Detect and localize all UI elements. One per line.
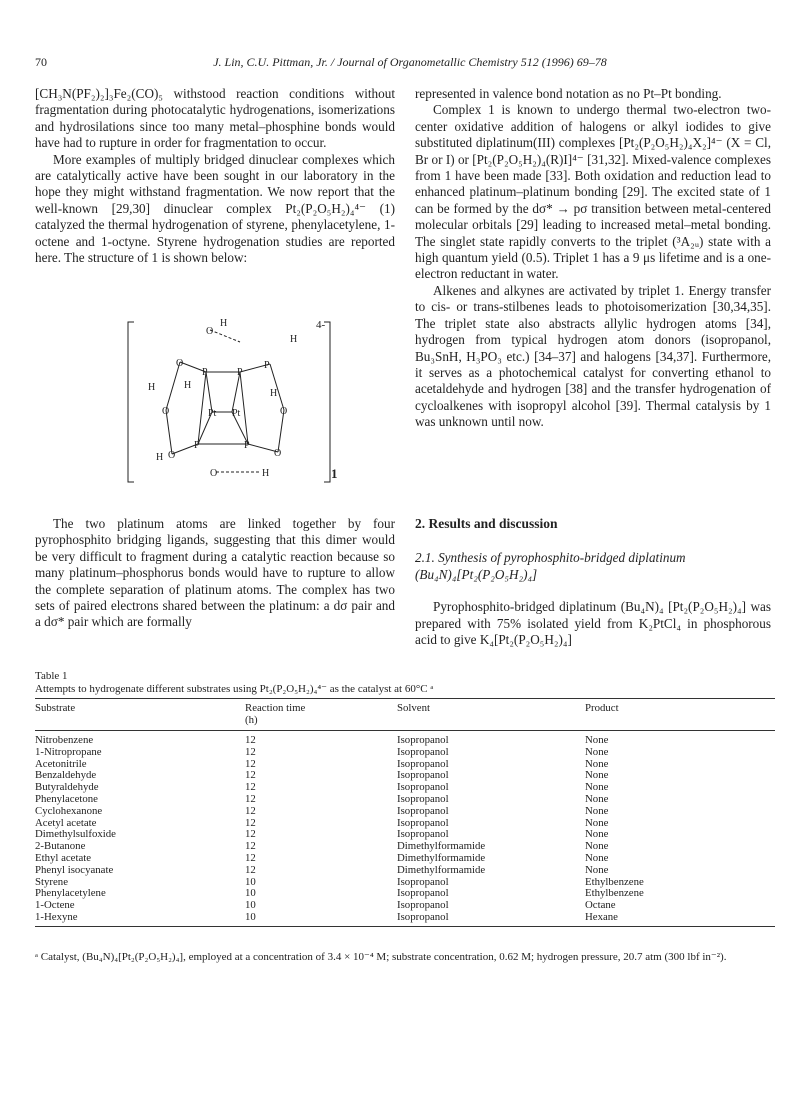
table-cell: Isopropanol <box>397 745 449 758</box>
table-cell: 12 <box>245 863 256 876</box>
p-atom: P <box>237 367 243 378</box>
table-cell: Acetonitrile <box>35 757 87 770</box>
right-bracket <box>324 322 330 482</box>
pt-atom: Pt <box>208 408 217 419</box>
table-cell: Ethylbenzene <box>585 875 644 888</box>
table-cell: Ethylbenzene <box>585 887 644 900</box>
table-row <box>35 865 775 877</box>
table-row <box>35 853 775 865</box>
o-atom: O <box>210 468 218 479</box>
bond <box>198 372 206 444</box>
table-cell: 12 <box>245 745 256 758</box>
bond <box>270 364 284 410</box>
column-header: Reaction time (h) <box>245 702 397 726</box>
table-cell: Isopropanol <box>397 734 449 746</box>
bond <box>232 372 240 412</box>
table-cell: None <box>585 816 609 829</box>
table-cell: None <box>585 851 609 864</box>
table-cell: None <box>585 828 609 841</box>
page-number: 70 <box>35 55 47 69</box>
table-cell: None <box>585 840 609 853</box>
table-cell: Isopropanol <box>397 757 449 770</box>
table-cell: 12 <box>245 757 256 770</box>
table-cell: 12 <box>245 828 256 841</box>
running-head: J. Lin, C.U. Pittman, Jr. / Journal of Organometallic Chemistry 512 (1996) 69–78 <box>213 55 607 69</box>
table-cell: Ethyl acetate <box>35 851 92 864</box>
table-body <box>35 731 775 926</box>
charge-label: 4- <box>316 319 326 331</box>
left-column-bottom <box>35 516 395 631</box>
h-atom: H <box>220 318 228 329</box>
paragraph: The two platinum atoms are linked together by four pyrophosphito bridging ligands, suggesting that this dimer would be very difficult to fragment during a catalytic reaction because so many platinum–phosphorus bonds would have to rupture to allow the complete separation of platinum atoms. The complex has two sets of paired electrons shared between the platinum: a dσ pair and a dσ* pair which are formally <box>35 516 395 630</box>
table-cell: None <box>585 769 609 782</box>
table-cell: Isopropanol <box>397 792 449 805</box>
p-atom: P <box>194 440 200 451</box>
table-title: Attempts to hydrogenate different substrates using Pt₂(P₂O₅H₂)₄⁴⁻ as the catalyst at 60°C ᵃ <box>35 683 434 695</box>
o-atom: O <box>280 406 288 417</box>
p-atom: P <box>202 367 208 378</box>
table-cell: Isopropanol <box>397 816 449 829</box>
table-cell: Butyraldehyde <box>35 781 99 794</box>
right-column-bottom <box>415 516 771 648</box>
o-atom: O <box>176 358 184 369</box>
table-cell: Phenylacetylene <box>35 887 106 900</box>
table-cell: Hexane <box>585 910 618 923</box>
paragraph: Complex 1 is known to undergo thermal two-electron two-center oxidative addition of halogens or alkyl iodides to give substituted diplatinum(III) complexes [Pt₂(P₂O₅H₂)₄X₂]⁴⁻ (X = Cl, Br or I) or [Pt₂(P₂O₅H₂)₄(R)I]⁴⁻ [31,32]. Mixed-valence complexes from 1 have been made [33]. Both oxidation and reduction lead to enhanced platinum–platinum bonding [29]. The excited state of 1 can be formed by the dσ* → pσ transition between metal-centered molecular orbitals [29] leading to increased metal–metal bonding. The singlet state rapidly converts to the triplet (³A₂ᵤ) state with a high quantum yield (0.5). Triplet 1 has a 9 μs lifetime and is a one-electron reductant in water. <box>415 102 771 282</box>
table-cell: Isopropanol <box>397 828 449 841</box>
table-cell: 10 <box>245 899 256 912</box>
paragraph: Alkenes and alkynes are activated by triplet 1. Energy transfer to cis- or trans-stilbenes leads to photoisomerization [30,34,35]. The triplet state also abstracts allylic hydrogen atoms [34], hydrogen from typical hydrogen atom donors (isopropanol, Bu₃SnH, H₃PO₃ etc.) [34–37] and halogens [34,37]. Furthermore, it serves as a photochemical catalyst for converting ethanol to acetaldehyde and hydrogen [38] and the transfer hydrogenation of cycloalkenes with isopropyl alcohol [39]. Thermal catalysis by 1 was unknown until now. <box>415 282 771 430</box>
table-cell: Dimethylsulfoxide <box>35 828 116 841</box>
table-cell: 12 <box>245 840 256 853</box>
left-bracket <box>128 322 134 482</box>
table-cell: Isopropanol <box>397 910 449 923</box>
pyrophosphito-structure-figure <box>120 312 350 490</box>
table-cell: Dimethylformamide <box>397 863 486 876</box>
paragraph: Pyrophosphito-bridged diplatinum (Bu₄N)₄ [Pt₂(P₂O₅H₂)₄] was prepared with 75% isolated yield from K₂PtCl₄ in phosphorous acid to give K₄[Pt₂(P₂O₅H₂)₄] <box>415 599 771 648</box>
table-cell: Isopropanol <box>397 769 449 782</box>
table-cell: Cyclohexanone <box>35 804 103 817</box>
subsection-heading: 2.1. Synthesis of pyrophosphito-bridged diplatinum (Bu₄N)₄[Pt₂(P₂O₅H₂)₄] <box>415 550 686 582</box>
o-atom: O <box>274 448 282 459</box>
paragraph: [CH₃N(PF₂)₂]₃Fe₂(CO)₅ withstood reaction conditions without fragmentation during photocatalytic hydrogenations, isomerizations and hydrosilations since too many metal–phosphine bonds would have had to rupture in order for fragmentation to occur. <box>35 86 395 151</box>
compound-number: 1 <box>331 466 338 481</box>
table-cell: 12 <box>245 851 256 864</box>
table-cell: 12 <box>245 804 256 817</box>
h-bond <box>210 330 240 342</box>
table-cell: Isopropanol <box>397 875 449 888</box>
bond <box>206 372 212 412</box>
table-cell: Octane <box>585 899 616 912</box>
table-cell: Benzaldehyde <box>35 769 97 782</box>
table-cell: Dimethylformamide <box>397 840 486 853</box>
table-label: Table 1 <box>35 670 68 682</box>
bond <box>166 362 180 410</box>
table-cell: 12 <box>245 769 256 782</box>
table-caption <box>35 670 775 696</box>
table-cell: Isopropanol <box>397 887 449 900</box>
table-cell: None <box>585 792 609 805</box>
table-footnote: ᵃ Catalyst, (Bu₄N)₄[Pt₂(P₂O₅H₂)₄], employed at a concentration of 3.4 × 10⁻⁴ M; substrate concentration, 0.62 M; hydrogen pressure, 20.7 atm (300 lbf in⁻²). <box>35 951 727 963</box>
table-cell: Isopropanol <box>397 899 449 912</box>
table-cell: 10 <box>245 875 256 888</box>
column-header: Product <box>585 702 619 714</box>
pt-atom: Pt <box>232 408 241 419</box>
table-cell: None <box>585 863 609 876</box>
right-column-top <box>415 86 771 431</box>
p-atom: P <box>244 440 250 451</box>
table-cell: Nitrobenzene <box>35 734 94 746</box>
table-cell: Phenyl isocyanate <box>35 863 114 876</box>
o-atom: O <box>206 326 214 337</box>
h-atom: H <box>290 334 298 345</box>
o-atom: O <box>162 406 170 417</box>
table-cell: Styrene <box>35 875 68 888</box>
table-cell: None <box>585 757 609 770</box>
column-unit: (h) <box>245 714 258 726</box>
table-cell: 1-Hexyne <box>35 910 78 923</box>
table-row <box>35 806 775 818</box>
column-header: Solvent <box>397 702 430 714</box>
table-cell: None <box>585 781 609 794</box>
table-cell: Isopropanol <box>397 804 449 817</box>
paragraph: More examples of multiply bridged dinuclear complexes which are catalytically active have been sought in our laboratory in the hope they might withstand fragmentation. We now report that the well-known [29,30] dinuclear complex Pt₂(P₂O₅H₂)₄⁴⁻ (1) catalyzed the thermal hydrogenation of styrene, phenylacetylene, 1-octene and 1-octyne. Styrene hydrogenation studies are reported here. The structure of 1 is shown below: <box>35 151 395 266</box>
table-cell: 10 <box>245 887 256 900</box>
o-atom: O <box>168 450 176 461</box>
table-cell: 12 <box>245 734 256 746</box>
table-cell: None <box>585 745 609 758</box>
table-cell: 12 <box>245 792 256 805</box>
table-header-row <box>35 699 775 731</box>
table-cell: 1-Octene <box>35 899 75 912</box>
table-cell: 10 <box>245 910 256 923</box>
table-row <box>35 747 775 759</box>
table-cell: Isopropanol <box>397 781 449 794</box>
table-cell: Dimethylformamide <box>397 851 486 864</box>
table-row <box>35 912 775 924</box>
table-cell: Phenylacetone <box>35 792 98 805</box>
column-header: Substrate <box>35 702 76 714</box>
h-atom: H <box>262 468 270 479</box>
bond <box>240 372 248 444</box>
section-heading: 2. Results and discussion <box>415 516 558 531</box>
table-cell: 12 <box>245 816 256 829</box>
table-cell: 2-Butanone <box>35 840 86 853</box>
h-atom: H <box>148 382 156 393</box>
p-atom: P <box>264 360 270 371</box>
paragraph: represented in valence bond notation as no Pt–Pt bonding. <box>415 86 722 101</box>
left-column-top <box>35 86 395 266</box>
table-cell: 1-Nitropropane <box>35 745 102 758</box>
h-atom: H <box>156 452 164 463</box>
table-cell: Acetyl acetate <box>35 816 97 829</box>
h-atom: H <box>270 388 278 399</box>
structure-drawing <box>120 312 350 490</box>
h-atom: H <box>184 380 192 391</box>
table-cell: None <box>585 804 609 817</box>
data-table <box>35 698 775 927</box>
table-cell: None <box>585 734 609 746</box>
table-cell: 12 <box>245 781 256 794</box>
table-row <box>35 794 775 806</box>
